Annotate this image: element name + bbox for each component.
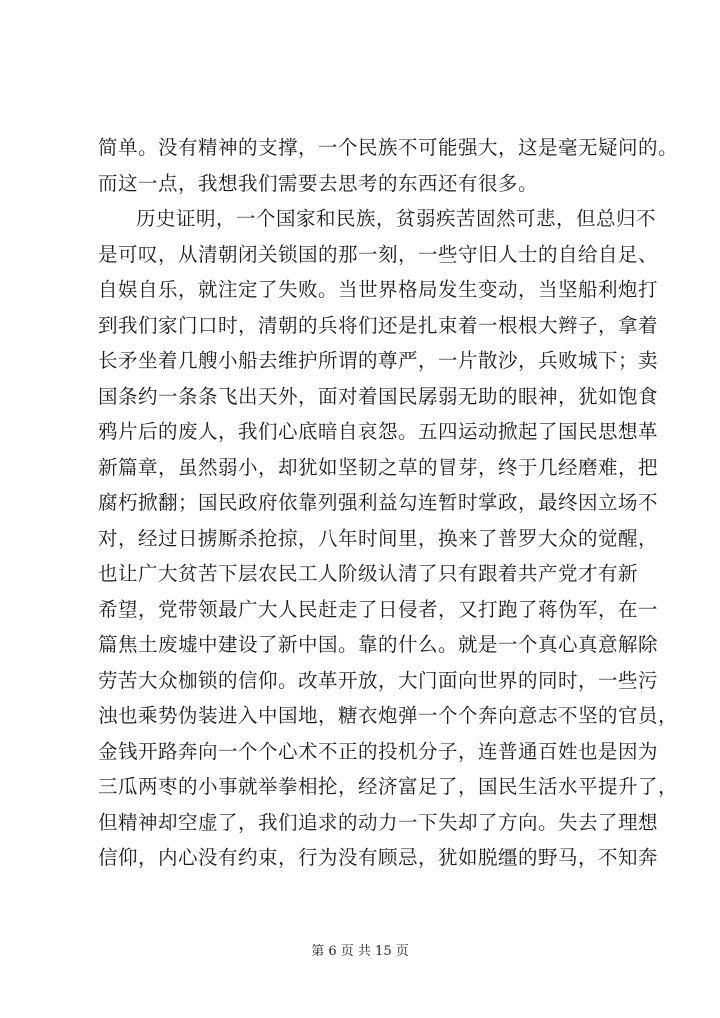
text-line: 金钱开路奔向一个个心术不正的投机分子，连普通百姓也是因为	[98, 739, 659, 763]
paragraph-start-line: 历史证明，一个国家和民族，贫弱疾苦固然可悲，但总归不	[136, 207, 657, 230]
text-line: 篇焦土废墟中建设了新中国。靠的什么。就是一个真心真意解除	[98, 633, 659, 656]
text-line: 但精神却空虚了，我们追求的动力一下失却了方向。失去了理想	[98, 810, 659, 834]
text-line: 长矛坐着几艘小船去维护所谓的尊严，一片散沙，兵败城下；卖	[98, 349, 659, 372]
text-line: 国条约一条条飞出天外，面对着国民孱弱无助的眼神，犹如饱食	[98, 384, 659, 408]
text-line: 鸦片后的废人，我们心底暗自哀怨。五四运动掀起了国民思想革	[98, 420, 659, 443]
text-line: 对，经过日掳厮杀抢掠，八年时间里，换来了普罗大众的觉醒，	[98, 526, 659, 550]
body-text	[98, 130, 679, 876]
text-line: 是可叹，从清朝闭关锁国的那一刻，一些守旧人士的自给自足、	[98, 242, 659, 266]
text-line: 希望，党带领最广大人民赶走了日侵者，又打跑了蒋伪军，在一	[98, 597, 659, 621]
text-line: 三瓜两枣的小事就举拳相抡，经济富足了，国民生活水平提升了，	[98, 775, 679, 798]
text-line: 腐朽掀翻；国民政府依靠列强利益勾连暂时掌政，最终因立场不	[98, 491, 659, 514]
text-line: 新篇章，虽然弱小，却犹如坚韧之草的冒芽，终于几经磨难，把	[98, 455, 659, 479]
text-line: 也让广大贫苦下层农民工人阶级认清了只有跟着共产党才有新	[98, 562, 639, 585]
text-line: 浊也乘势伪装进入中国地，糖衣炮弹一个个奔向意志不坚的官员，	[98, 704, 679, 727]
text-line: 劳苦大众枷锁的信仰。改革开放，大门面向世界的同时，一些污	[98, 668, 659, 692]
text-line: 简单。没有精神的支撑，一个民族不可能强大，这是毫无疑问的。	[98, 136, 679, 159]
text-line: 信仰，内心没有约束，行为没有顾忌，犹如脱缰的野马，不知奔	[98, 846, 659, 869]
text-line: 到我们家门口时，清朝的兵将们还是扎束着一根根大辫子，拿着	[98, 313, 659, 337]
page-number-footer: 第 6 页 共 15 页	[311, 944, 409, 959]
text-line: 自娱自乐，就注定了失败。当世界格局发生变动，当坚船利炮打	[98, 278, 659, 301]
text-line: 而这一点，我想我们需要去思考的东西还有很多。	[98, 171, 539, 195]
